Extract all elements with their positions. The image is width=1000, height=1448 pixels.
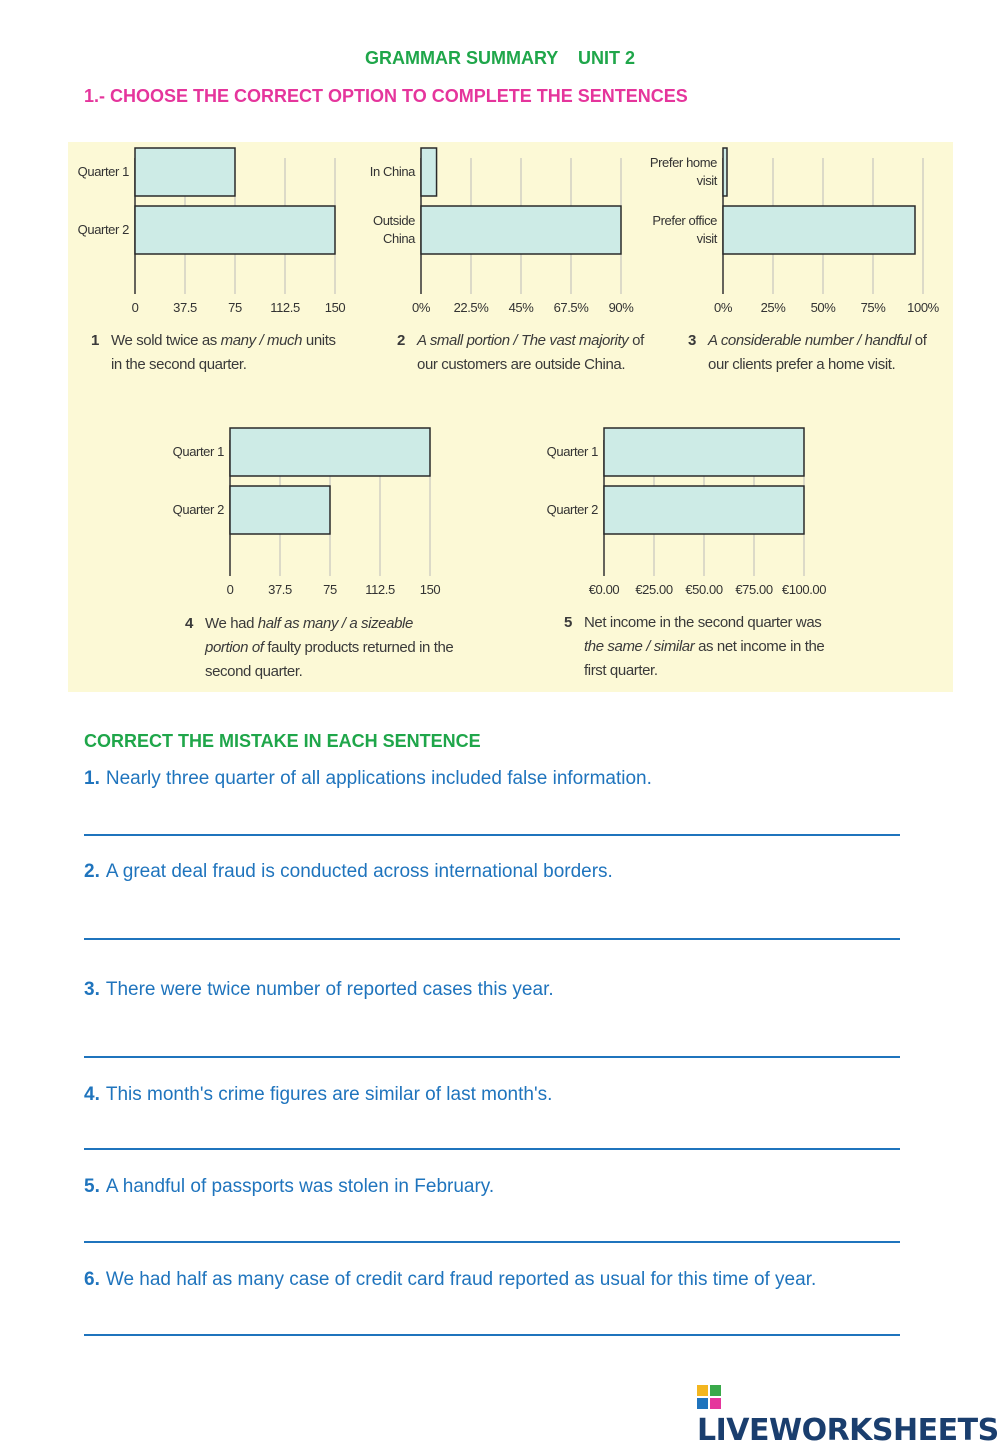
category-label-line: Quarter 2 (172, 502, 224, 517)
answer-line-5[interactable] (84, 1241, 900, 1243)
caption-option: half as many / a sizeable portion of (205, 615, 413, 656)
tick-label: 25% (760, 300, 786, 315)
category-label-line: visit (696, 173, 717, 188)
tick-label: €75.00 (735, 582, 773, 597)
category-label-line: Quarter 1 (77, 164, 129, 179)
caption-text: Net income in the second quarter was (584, 614, 822, 631)
tick-label: 45% (508, 300, 534, 315)
category-label (547, 444, 598, 459)
bar (604, 428, 804, 476)
answer-line-4[interactable] (84, 1148, 900, 1150)
chart-5-svg (68, 142, 953, 692)
caption-number: 3 (688, 332, 696, 349)
tick-label: 75 (323, 582, 337, 597)
liveworksheets-logo (697, 1378, 1000, 1448)
category-label-line: Prefer office (652, 213, 717, 228)
caption-text: faulty products returned in the second quarter. (205, 639, 454, 680)
question-1: 1. Nearly three quarter of all applications included false information. (84, 768, 652, 789)
chart-5-caption (564, 611, 834, 683)
tick-label: 112.5 (270, 300, 300, 315)
logo-text: LIVEWORKSHEETS (697, 1413, 999, 1448)
caption-option: many / much (220, 332, 303, 349)
tick-label: 37.5 (268, 582, 292, 597)
tick-label: 0% (714, 300, 732, 315)
section1-heading: 1.- CHOOSE THE CORRECT OPTION TO COMPLETE THE SENTENCES (84, 86, 688, 106)
caption-number: 1 (91, 332, 99, 349)
tick-label: 75% (860, 300, 886, 315)
chart-1-caption (91, 329, 341, 377)
question-3: 3. There were twice number of reported cases this year. (84, 979, 554, 1000)
category-label-line: Quarter 1 (172, 444, 224, 459)
tick-label: €0.00 (588, 582, 620, 597)
category-label-line: visit (696, 231, 717, 246)
answer-line-6[interactable] (84, 1334, 900, 1336)
caption-number: 5 (564, 614, 572, 631)
tick-label: 100% (907, 300, 939, 315)
page-title: GRAMMAR SUMMARY UNIT 2 (365, 48, 635, 68)
caption-option: the same / similar (584, 638, 695, 655)
tick-label: 150 (419, 582, 441, 597)
caption-text: units in the second quarter. (111, 332, 336, 373)
category-label-line: Quarter 2 (546, 502, 598, 517)
chart-2-caption (397, 329, 647, 377)
caption-text: We had (205, 615, 258, 632)
caption-number: 2 (397, 332, 405, 349)
caption-text: of our clients prefer a home visit. (708, 332, 927, 373)
charts-panel (68, 142, 953, 692)
caption-option: A considerable number / handful (708, 332, 912, 349)
caption-option: A small portion / The vast majority (417, 332, 629, 349)
tick-label: 0 (226, 582, 234, 597)
tick-label: €100.00 (781, 582, 827, 597)
tick-label: 22.5% (453, 300, 489, 315)
logo-icon (697, 1382, 721, 1406)
caption-number: 4 (185, 615, 193, 632)
tick-label: 37.5 (173, 300, 197, 315)
answer-line-1[interactable] (84, 834, 900, 836)
tick-label: 67.5% (553, 300, 589, 315)
tick-label: 0% (412, 300, 430, 315)
tick-label: 0 (131, 300, 139, 315)
tick-label: 75 (228, 300, 242, 315)
category-label-line: Quarter 1 (546, 444, 598, 459)
tick-label: €25.00 (635, 582, 673, 597)
tick-label: €50.00 (685, 582, 723, 597)
category-label-line: In China (369, 164, 415, 179)
question-5: 5. A handful of passports was stolen in February. (84, 1176, 495, 1197)
caption-text: We sold twice as (111, 332, 221, 349)
tick-label: 150 (324, 300, 346, 315)
chart-3-caption (688, 329, 948, 377)
category-label-line: Quarter 2 (77, 222, 129, 237)
category-label-line: Prefer home (649, 155, 717, 170)
category-label-line: China (383, 231, 415, 246)
answer-line-3[interactable] (84, 1056, 900, 1058)
section2-heading: CORRECT THE MISTAKE IN EACH SENTENCE (84, 731, 481, 751)
caption-text: of our customers are outside China. (417, 332, 644, 373)
caption-text: as net income in the first quarter. (584, 638, 825, 679)
chart-4-caption (185, 612, 455, 684)
tick-label: 50% (810, 300, 836, 315)
question-6: 6. We had half as many case of credit card fraud reported as usual for this time of year. (84, 1269, 817, 1290)
tick-label: 90% (608, 300, 634, 315)
bar (604, 486, 804, 534)
answer-line-2[interactable] (84, 938, 900, 940)
category-label-line: Outside (372, 213, 415, 228)
category-label (547, 502, 598, 517)
tick-label: 112.5 (365, 582, 395, 597)
question-4: 4. This month's crime figures are similar of last month's. (84, 1084, 553, 1105)
question-2: 2. A great deal fraud is conducted across international borders. (84, 861, 613, 882)
